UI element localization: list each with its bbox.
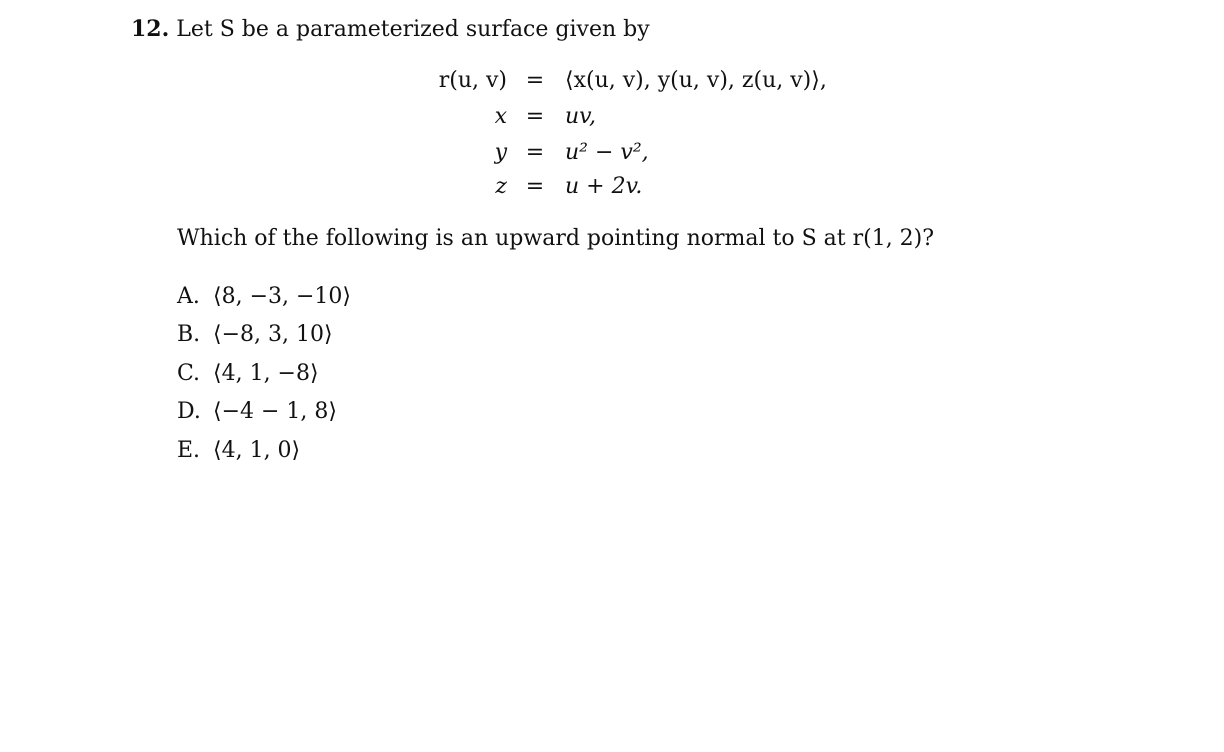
option-text: ⟨4, 1, 0⟩ bbox=[213, 438, 301, 463]
option-text: ⟨8, −3, −10⟩ bbox=[213, 284, 351, 309]
equation-lhs: r(u, v) bbox=[438, 68, 507, 93]
option-letter: B. bbox=[177, 322, 201, 347]
option-letter: D. bbox=[177, 399, 201, 424]
equation-equals: = bbox=[525, 174, 545, 199]
answer-option[interactable] bbox=[177, 284, 351, 309]
option-text: ⟨4, 1, −8⟩ bbox=[213, 361, 319, 386]
question-text: Which of the following is an upward pointing normal to S at r(1, 2)? bbox=[177, 226, 935, 251]
equation-lhs: y bbox=[494, 140, 507, 165]
equation-equals: = bbox=[525, 104, 545, 129]
problem-number: 12. bbox=[131, 16, 170, 42]
equation-rhs: uv, bbox=[565, 104, 596, 129]
equation-equals: = bbox=[525, 68, 545, 93]
option-letter: A. bbox=[177, 284, 200, 309]
option-text: ⟨−4 − 1, 8⟩ bbox=[213, 399, 337, 424]
equation-rhs: u² − v², bbox=[565, 140, 649, 165]
answer-option[interactable] bbox=[177, 399, 337, 424]
option-text: ⟨−8, 3, 10⟩ bbox=[213, 322, 333, 347]
problem-intro: Let S be a parameterized surface given by bbox=[176, 17, 650, 42]
problem-header bbox=[131, 16, 650, 42]
option-letter: E. bbox=[177, 438, 201, 463]
equation-equals: = bbox=[525, 140, 545, 165]
answer-option[interactable] bbox=[177, 322, 333, 347]
answer-option[interactable] bbox=[177, 361, 319, 386]
equation-lhs: z bbox=[495, 174, 507, 199]
answer-option[interactable] bbox=[177, 438, 300, 463]
option-letter: C. bbox=[177, 361, 201, 386]
equation-rhs: u + 2v. bbox=[565, 174, 643, 199]
equation-rhs: ⟨x(u, v), y(u, v), z(u, v)⟩, bbox=[565, 68, 827, 93]
equation-lhs: x bbox=[494, 104, 507, 129]
